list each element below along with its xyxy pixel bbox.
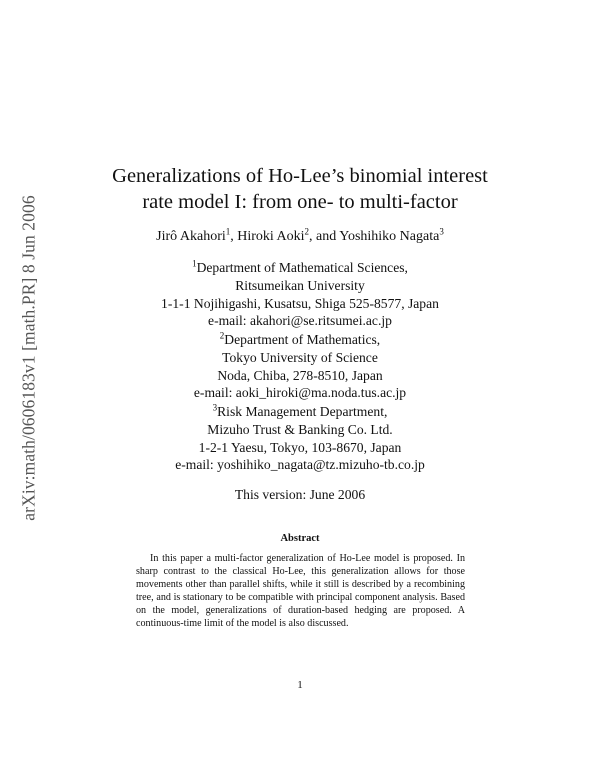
- abstract-heading: Abstract: [280, 533, 320, 544]
- author-separator: , and: [309, 229, 340, 244]
- author-list: [60, 226, 540, 245]
- affiliation-block: [60, 403, 540, 474]
- affiliation-line: $^1$Department of Mathematical Sciences,: [192, 258, 408, 275]
- affiliation-block: [60, 331, 540, 402]
- version-date: This version: June 2006: [234, 487, 366, 502]
- affiliation-marker: 2: [219, 330, 225, 341]
- paper-title: [60, 163, 540, 215]
- affiliation-line: 1-1-1 Nojihigashi, Kusatsu, Shiga 525-8577, Japan: [161, 295, 439, 311]
- affiliation-line: $^2$Department of Mathematics,: [219, 330, 381, 347]
- affiliation-email: e-mail: akahori@se.ritsumei.ac.jp: [208, 313, 392, 329]
- affiliation-marker: 1: [225, 226, 231, 237]
- title-line: Generalizations of Ho-Lee’s binomial interest: [112, 165, 488, 187]
- affiliation-line: $^3$Risk Management Department,: [212, 402, 388, 419]
- affiliation-line: Mizuho Trust & Banking Co. Ltd.: [207, 421, 393, 437]
- affiliation-line: Tokyo University of Science: [222, 349, 378, 365]
- affiliation-marker: 2: [304, 226, 310, 237]
- affiliation-marker: 3: [439, 226, 444, 237]
- author-name: Jirô Akahori: [156, 229, 226, 244]
- author-name: Hiroki Aoki: [237, 229, 305, 244]
- page-number: 1: [297, 679, 303, 691]
- author-name: Yoshihiko Nagata: [339, 229, 440, 244]
- abstract-body: In this paper a multi-factor generalization of Ho-Lee model is proposed. In sharp contrast to the classical Ho-Lee, this generalization allows for those movements other than parallel shifts, while it still is described by a recombining tree, and is stationary to be compatible with principal component analysis. Based on the model, generalizations of duration-based hedging are proposed. A continuous-time limit of the model is also discussed.: [136, 553, 465, 630]
- affiliation-email: e-mail: aoki_hiroki@ma.noda.tus.ac.jp: [193, 385, 407, 401]
- affiliation-block: [60, 259, 540, 330]
- affiliation-marker: 1: [192, 258, 197, 269]
- affiliation-line: Ritsumeikan University: [235, 277, 365, 293]
- affiliation-marker: 3: [212, 402, 218, 413]
- affiliation-line: Noda, Chiba, 278-8510, Japan: [217, 367, 383, 383]
- author-separator: ,: [230, 229, 238, 244]
- affiliation-email: e-mail: yoshihiko_nagata@tz.mizuho-tb.co.jp: [175, 457, 425, 473]
- arxiv-identifier-stamp: arXiv:math/0606183v1 [math.PR] 8 Jun 2006: [18, 195, 39, 521]
- title-line: rate model I: from one- to multi-factor: [142, 191, 458, 213]
- affiliation-line: 1-2-1 Yaesu, Tokyo, 103-8670, Japan: [198, 439, 402, 455]
